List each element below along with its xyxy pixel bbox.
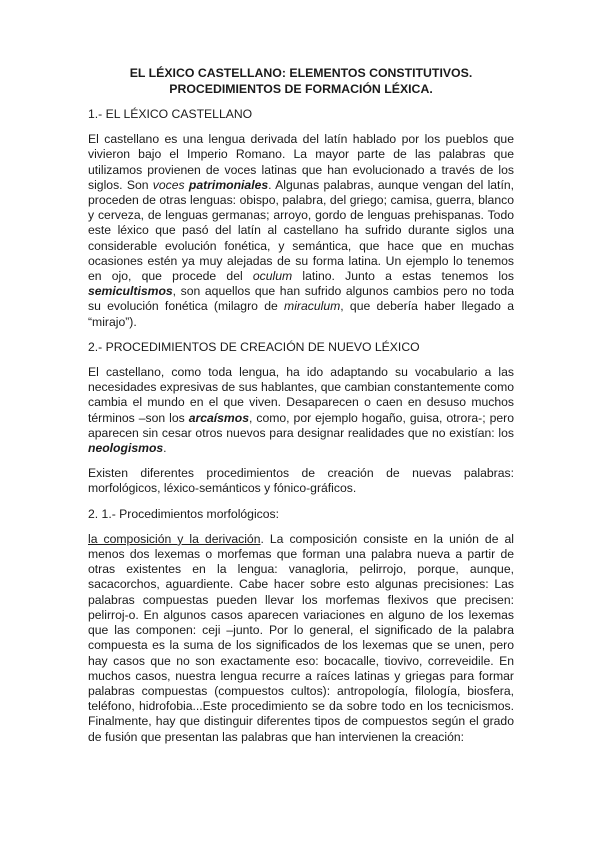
text-run: , que debería haber llegado a “mirajo”). [88, 299, 514, 329]
term-neologismos: neologismos [88, 441, 164, 456]
term-semicultismos: semicultismos [88, 284, 173, 299]
document-page [88, 66, 514, 755]
text-run: El castellano, como toda lengua, ha ido adaptando su vocabulario a las necesidades expresivas de sus hablantes, que cambian constantemente como cambia el mundo en el que viven. Desaparecen o caen en desuso muchos términos –son los [88, 365, 514, 425]
text-run: latino. Junto a estas tenemos los [292, 269, 514, 284]
term-arcaismos: arcaísmos [188, 410, 249, 425]
text-run: El castellano es una lengua derivada del latín hablado por los pueblos que vivieron bajo el Imperio Romano. La mayor parte de las palabras que utilizamos provienen de voces latinas que han evolucionado a través de los siglos. Son [88, 132, 514, 192]
title-line-1: EL LÉXICO CASTELLANO: ELEMENTOS CONSTITUTIVOS. [129, 66, 473, 80]
text-run: . [163, 441, 167, 456]
text-run: . La composición consiste en la unión de al menos dos lexemas o morfemas que forman una palabra nueva a partir de otras existentes en la lengua: vanagloria, pelirrojo, porque, aunque, sacacorchos, aguardiente. Cabe hacer sobre esto algunas precisiones: Las palabras compuestas pueden llevar los morfemas flexivos que precisen: pelirroj-o. En algunos casos aparecen variaciones en alguno de los lexemas que las componen: ceji –junto. Por lo general, el significado de la palabra compuesta es la suma de los significados de los lexemas que se unen, pero hay casos que no son exactamente eso: bocacalle, tiovivo, correveidile. En muchos casos, nuestra lengua recurre a raíces latinas y griegas para formar palabras compuestas (compuestos cultos): antropología, filología, biosfera, teléfono, hidrofobia...Este procedimiento se da sobre todo en los tecnicismos. Finalmente, hay que distinguir diferentes tipos de compuestos según el grado de fusión que presentan las palabras que han intervienen la creación: [88, 531, 514, 744]
text-run: , como, por ejemplo hogaño, guisa, otrora-; pero aparecen sin cesar otros nuevos para designar realidades que no existían: los [88, 410, 514, 440]
title-line-2: PROCEDIMIENTOS DE FORMACIÓN LÉXICA. [169, 81, 433, 96]
term-oculum: oculum [252, 269, 293, 284]
text-run: , son aquellos que han sufrido algunos cambios pero no toda su evolución fonética (milagro de [88, 284, 514, 314]
term-miraculum: miraculum [284, 299, 341, 314]
term-patrimoniales: patrimoniales [188, 177, 269, 192]
term-voces: voces [152, 177, 185, 192]
term-composicion-derivacion: la composición y la derivación [88, 531, 261, 546]
subsection-2-1-heading: 2. 1.- Procedimientos morfológicos: [88, 506, 280, 521]
section-2-paragraph-1 [88, 365, 514, 456]
section-1-paragraph [88, 132, 514, 330]
section-2-paragraph-2: Existen diferentes procedimientos de creación de nuevas palabras: morfológicos, léxico-semánticos y fónico-gráficos. [88, 466, 514, 496]
section-2-paragraph-3 [88, 532, 514, 745]
section-1-heading: 1.- EL LÉXICO CASTELLANO [88, 107, 253, 121]
text-run: . Algunas palabras, aunque vengan del latín, proceden de otras lenguas: obispo, palabra, del griego; camisa, guerra, blanco y cerveza, de lenguas germanas; arroyo, gordo de lenguas prehispanas. Todo este léxico que pasó del latín al castellano ha sufrido durante siglos una considerable evolución fonética, y semántica, que hace que en muchas ocasiones estén ya muy alejadas de su forma latina. Un ejemplo lo tenemos en ojo, que procede del [88, 177, 514, 284]
document-title [88, 66, 514, 97]
section-2-heading: 2.- PROCEDIMIENTOS DE CREACIÓN DE NUEVO LÉXICO [88, 339, 420, 354]
